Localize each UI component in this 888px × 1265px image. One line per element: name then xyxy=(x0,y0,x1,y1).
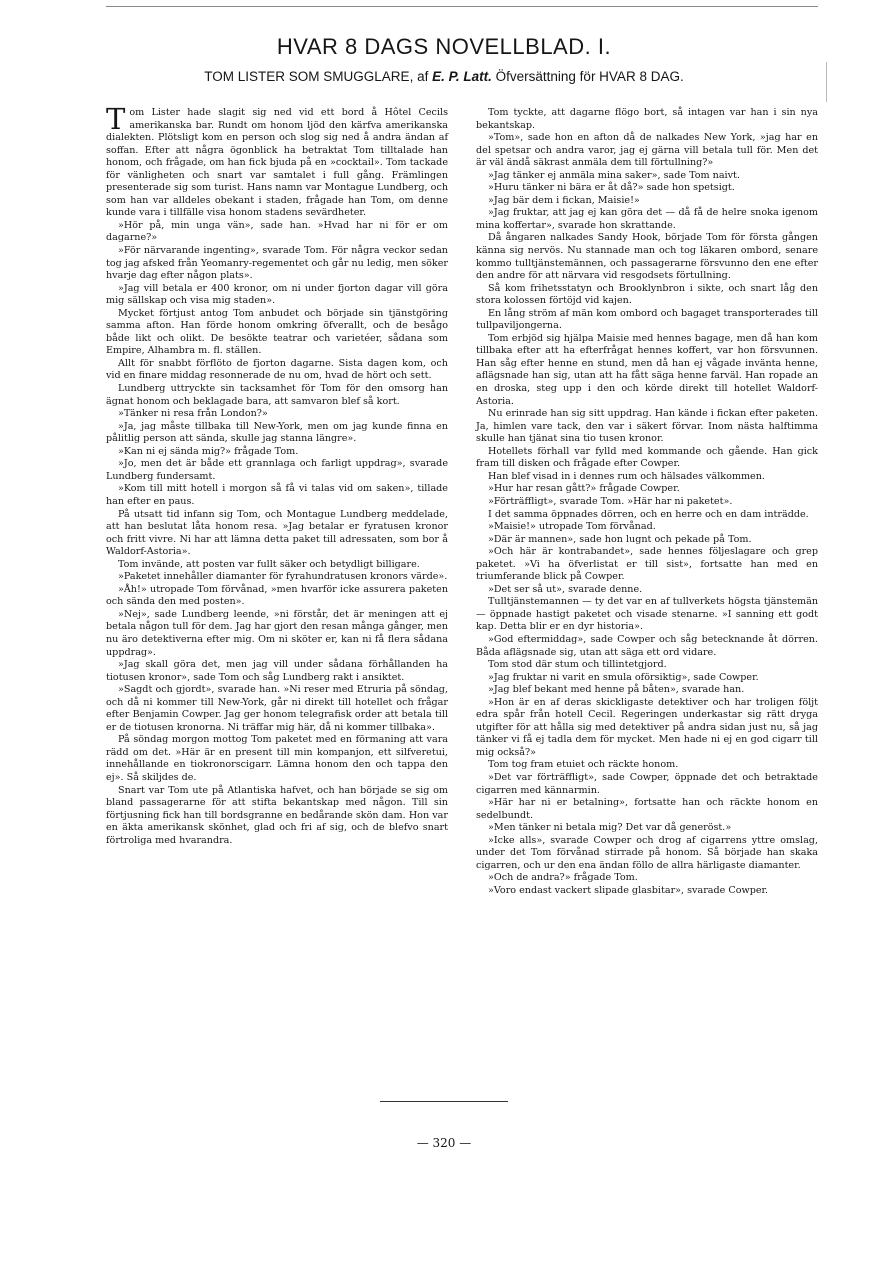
paragraph-text: »Jag fruktar ni varit en smula oförsiktig», sade Cowper. xyxy=(488,671,759,683)
paragraph-text: »God eftermiddag», sade Cowper och såg betecknande åt dörren. Båda aflägsnade sig, utan att säga ett ord vidare. xyxy=(476,633,818,658)
paragraph-text: »Jo, men det är både ett grannlaga och farligt uppdrag», svarade Lundberg fundersamt. xyxy=(106,458,448,482)
paragraph-text: »Paketet innehåller diamanter för fyrahundratusen kronors värde». xyxy=(118,571,448,583)
paragraph-text: »Jag skall göra det, men jag vill under sådana förhållanden ha tiotusen kronor», sade Tom och såg Lundberg rakt i ansiktet. xyxy=(106,659,448,683)
paragraph xyxy=(476,182,818,195)
paragraph xyxy=(476,496,818,509)
paragraph xyxy=(476,596,818,634)
paragraph xyxy=(106,734,448,784)
paragraph xyxy=(106,446,448,459)
paragraph-text: En lång ström af män kom ombord och bagaget transporterades till tullpaviljongerna. xyxy=(476,307,818,332)
paragraph xyxy=(476,132,818,170)
paragraph-text: Tom stod där stum och tillintetgjord. xyxy=(488,659,667,671)
paragraph-text: »Icke alls», svarade Cowper och drog af cigarrens yttre omslag, under det Tom förvånad stirrade på honom. Så började han skaka cigarren, och ur den ena ändan föllo de allra härligaste diamanter. xyxy=(476,834,818,871)
paragraph-text: Tom tyckte, att dagarne flögo bort, så intagen var han i sin nya bekantskap. xyxy=(476,107,818,131)
paragraph-text: Så kom frihetsstatyn och Brooklynbron i sikte, och snart låg den stora kolossen förtöjd vid kajen. xyxy=(476,282,818,307)
paragraph-text: »Ja, jag måste tillbaka till New-York, men om jag kunde finna en pålitlig person att sända, skulle jag stanna längre». xyxy=(106,420,448,445)
paragraph xyxy=(476,471,818,484)
paragraph xyxy=(476,684,818,697)
paragraph xyxy=(106,659,448,684)
paragraph xyxy=(476,835,818,873)
text-column-right xyxy=(476,107,818,897)
paragraph-text: »Tom», sade hon en afton då de nalkades New York, »jag har en del spetsar och andra varor, jag ej gärna vill betala tull för. Men det är väl ändå säkrast anmäla dem till förtullning?» xyxy=(476,132,818,169)
paragraph-text: »Hon är en af deras skickligaste detektiver och har troligen följt edra spår från hotell Cecil. Regeringen underkastar sig rätt dryga utgifter för att hålla sig med detektiver på andra sidan just nu, så jag tänker vi få ej tadla dem för mycket. Men hade ni ej en god cigarr till mig också?» xyxy=(476,696,818,758)
paragraph xyxy=(106,408,448,421)
page-number: — 320 — xyxy=(416,1136,472,1150)
paragraph-text: »Förträffligt», svarade Tom. »Här har ni paketet». xyxy=(488,495,733,507)
paragraph xyxy=(106,220,448,245)
top-rule xyxy=(106,6,818,7)
paragraph xyxy=(476,283,818,308)
paragraph-text: På utsatt tid infann sig Tom, och Montague Lundberg meddelade, att han beslutat låta honom resa. »Jag betalar er fyratusen kronor och fritt vivre. Ni har att lämna detta paket till adressaten, som bor å Waldorf-Astoria». xyxy=(106,508,448,558)
paragraph-text: »Och här är kontrabandet», sade hennes följeslagare och grep paketet. »Vi ha öfverlistat er till sist», fortsatte han med en triumferande blick på Cowper. xyxy=(476,546,818,583)
paragraph xyxy=(476,521,818,534)
paragraph xyxy=(106,421,448,446)
paragraph xyxy=(476,207,818,232)
subtitle-prefix: TOM LISTER SOM SMUGGLARE, af xyxy=(204,69,429,84)
author-name: E. P. Latt. xyxy=(432,69,492,84)
paragraph-text: Hotellets förhall var fylld med kommande och gående. Han gick fram till disken och frågade efter Cowper. xyxy=(476,445,818,470)
paragraph-text: Han blef visad in i dennes rum och hälsades välkommen. xyxy=(488,470,765,482)
paragraph-text: »Åh!» utropade Tom förvånad, »men hvarför icke assurera paketen och sända den med posten». xyxy=(106,583,448,608)
paragraph-text: »Där är mannen», sade hon lugnt och pekade på Tom. xyxy=(488,533,752,545)
paragraph xyxy=(106,483,448,508)
paragraph xyxy=(106,308,448,358)
subtitle-suffix: Öfversättning för HVAR 8 DAG. xyxy=(495,69,684,84)
paragraph xyxy=(476,333,818,408)
paragraph xyxy=(106,571,448,584)
paragraph xyxy=(476,759,818,772)
paragraph xyxy=(476,772,818,797)
paragraph xyxy=(476,308,818,333)
paragraph xyxy=(476,170,818,183)
paragraph xyxy=(476,797,818,822)
paragraph-text: »Jag tänker ej anmäla mina saker», sade Tom naivt. xyxy=(488,169,740,181)
paragraph-text: »Det var förträffligt», sade Cowper, öppnade det och betraktade cigarren med kännarmin. xyxy=(476,771,818,796)
paragraph-text: Tom erbjöd sig hjälpa Maisie med hennes bagage, men då han kom tillbaka efter att ha efterfrågat hennes koffert, var hon försvunnen. Han såg efter henne en stund, men då han ej vågade invänta henne, aflägsnade han sig, utan att ha fått säga henne farväl. Han ropade an en droska, steg upp i den och körde direkt till hotellet Waldorf-Astoria. xyxy=(476,332,818,407)
paragraph xyxy=(106,383,448,408)
paragraph-text: »Hör på, min unga vän», sade han. »Hvad har ni för er om dagarne?» xyxy=(106,219,448,244)
story-subtitle xyxy=(0,69,888,84)
paragraph-text: »Kan ni ej sända mig?» frågade Tom. xyxy=(118,445,299,457)
paragraph-text: Tom tog fram etuiet och räckte honom. xyxy=(488,759,679,771)
paragraph-text: Mycket förtjust antog Tom anbudet och började sin tjänstgöring samma afton. Han förde honom omkring öfverallt, och de besågo både likt och olikt. De besökte teatrar och varietéer, sådana som Empire, Alhambra m. fl. ställen. xyxy=(106,307,448,357)
paragraph xyxy=(106,609,448,659)
paragraph xyxy=(476,546,818,584)
paragraph xyxy=(106,458,448,483)
paragraph-text: »För närvarande ingenting», svarade Tom. För några veckor sedan tog jag afsked från Yeomanry-regementet och går nu ledig, men söker hvarje dag efter någon plats». xyxy=(106,245,448,282)
paragraph xyxy=(476,107,818,132)
paragraph xyxy=(476,584,818,597)
paragraph xyxy=(476,483,818,496)
paragraph xyxy=(106,245,448,283)
paragraph-text: »Kom till mitt hotell i morgon så få vi talas vid om saken», tillade han efter en paus. xyxy=(106,483,448,507)
paragraph-text: Då ångaren nalkades Sandy Hook, började Tom för första gången känna sig nervös. Nu stannade man och tog läkaren ombord, senare kommo tulltjänstemännen, och passagerarne försvunno den ene efter den andre för att närvara vid resgodsets förtullning. xyxy=(476,232,818,282)
paragraph xyxy=(476,195,818,208)
paragraph-text: »Hur har resan gått?» frågade Cowper. xyxy=(488,483,680,495)
paragraph-text: »Sagdt och gjordt», svarade han. »Ni reser med Etruria på söndag, och då ni kommer till New-York, går ni direkt till hotellet och frågar efter Benjamin Cowper. Jag ger honom telegrafisk order att betala till er de tiotusen kronorna. Ni träffar mig här, då ni kommer tillbaka». xyxy=(106,684,448,733)
paragraph-text: »Huru tänker ni bära er åt då?» sade hon spetsigt. xyxy=(488,182,735,194)
paragraph-text: I det samma öppnades dörren, och en herre och en dam inträdde. xyxy=(488,508,809,520)
paragraph-text: På söndag morgon mottog Tom paketet med en förmaning att vara rädd om det. »Här är en present till min kompanjon, ett silfveretui, innehållande en tiokronorscigarr. Lämna honom den och tappa den ej». Så skiljdes de. xyxy=(106,734,448,783)
paragraph xyxy=(106,102,448,220)
paragraph xyxy=(106,785,448,848)
paragraph xyxy=(476,446,818,471)
paragraph xyxy=(476,232,818,282)
paragraph xyxy=(476,408,818,446)
paragraph-text: »Maisie!» utropade Tom förvånad. xyxy=(488,521,656,533)
paragraph xyxy=(106,684,448,734)
paragraph xyxy=(476,885,818,898)
paragraph xyxy=(106,584,448,609)
paragraph xyxy=(476,534,818,547)
paragraph xyxy=(476,697,818,760)
paragraph xyxy=(476,672,818,685)
paragraph-text: »Jag fruktar, att jag ej kan göra det — då få de helre snoka igenom mina koffertar», svarade hon skrattande. xyxy=(476,207,818,231)
drop-cap: T xyxy=(106,102,126,136)
paragraph-text: »Tänker ni resa från London?» xyxy=(118,408,268,420)
paragraph xyxy=(106,509,448,559)
paragraph xyxy=(476,822,818,835)
paragraph-text: »Voro endast vackert slipade glasbitar», svarade Cowper. xyxy=(488,884,769,896)
paragraph xyxy=(106,358,448,383)
paragraph-text: »Men tänker ni betala mig? Det var då generöst.» xyxy=(488,822,732,834)
paragraph-text: »Jag blef bekant med henne på båten», svarade han. xyxy=(488,684,745,696)
paragraph-text: Allt för snabbt förflöto de fjorton dagarne. Sista dagen kom, och vid en finare middag resonnerade de nu om, hvad de hört och sett. xyxy=(106,357,448,382)
paragraph-text: Tom invände, att posten var fullt säker och betydligt billigare. xyxy=(118,558,420,570)
paragraph-text: »Och de andra?» frågade Tom. xyxy=(488,872,638,884)
paragraph-text: »Här har ni er betalning», fortsatte han och räckte honom en sedelbundt. xyxy=(476,797,818,821)
paragraph xyxy=(476,659,818,672)
paragraph-text: Nu erinrade han sig sitt uppdrag. Han kände i fickan efter paketen. Ja, himlen vare tack, den var i säkert förvar. Inom nästa halftimma skulle han tjänat sina tio tusen kronor. xyxy=(476,408,818,445)
page-title: HVAR 8 DAGS NOVELLBLAD. I. xyxy=(276,34,612,59)
paragraph-text: »Jag vill betala er 400 kronor, om ni under fjorton dagar vill göra mig sällskap och visa mig staden». xyxy=(106,282,448,307)
paragraph xyxy=(106,559,448,572)
paragraph xyxy=(476,509,818,522)
bottom-rule xyxy=(380,1101,508,1102)
paragraph xyxy=(476,872,818,885)
text-column-left xyxy=(106,102,448,847)
paragraph xyxy=(476,634,818,659)
paragraph-text: »Det ser så ut», svarade denne. xyxy=(488,583,643,595)
paragraph xyxy=(106,283,448,308)
paragraph-text: Tulltjänstemannen — ty det var en af tullverkets högsta tjänstemän — öppnade hastigt paketet och visade stenarne. »I sanning ett godt kap. Detta blir er en dyr historia». xyxy=(476,596,818,633)
paragraph-text: Lundberg uttryckte sin tacksamhet för Tom för den omsorg han ägnat honom och beklagade bara, att samvaron blef så kort. xyxy=(106,383,448,407)
paragraph-text: om Lister hade slagit sig ned vid ett bord å Hôtel Cecils amerikanska bar. Rundt om honom ljöd den kärfva amerikanska dialekten. Plötsligt kom en person och slog sig ned å andra ändan af soffan. Efter att några ögonblick ha betraktat Tom tilltalade han honom, och frågade, om han fick bjuda på en »cocktail». Tom tackade för vänligheten och snart var samtalet i full gång. Främlingen presenterade sig som turist. Hans namn var Montague Lundberg, och som han var alldeles obekant i staden, frågade han Tom, om denne kunde vara i tillfälle visa honom stadens sevärdheter. xyxy=(106,107,448,219)
paragraph-text: »Nej», sade Lundberg leende, »ni förstår, det är meningen att ej betala någon tull för dem. Jag har gjort den resan många gånger, men nu äro detektiverna efter mig. Om ni sköter er, kan ni få flera sådana uppdrag». xyxy=(106,608,448,658)
paragraph-text: Snart var Tom ute på Atlantiska hafvet, och han började se sig om bland passagerarne för att stifta bekantskap med någon. Till sin förtjusning fick han till bordsgranne en bedårande skön dam. Hon var en äkta amerikansk skönhet, glad och fri af sig, och de blefvo snart förtroliga med hvarandra. xyxy=(106,784,448,846)
paragraph-text: »Jag bär dem i fickan, Maisie!» xyxy=(488,194,640,206)
